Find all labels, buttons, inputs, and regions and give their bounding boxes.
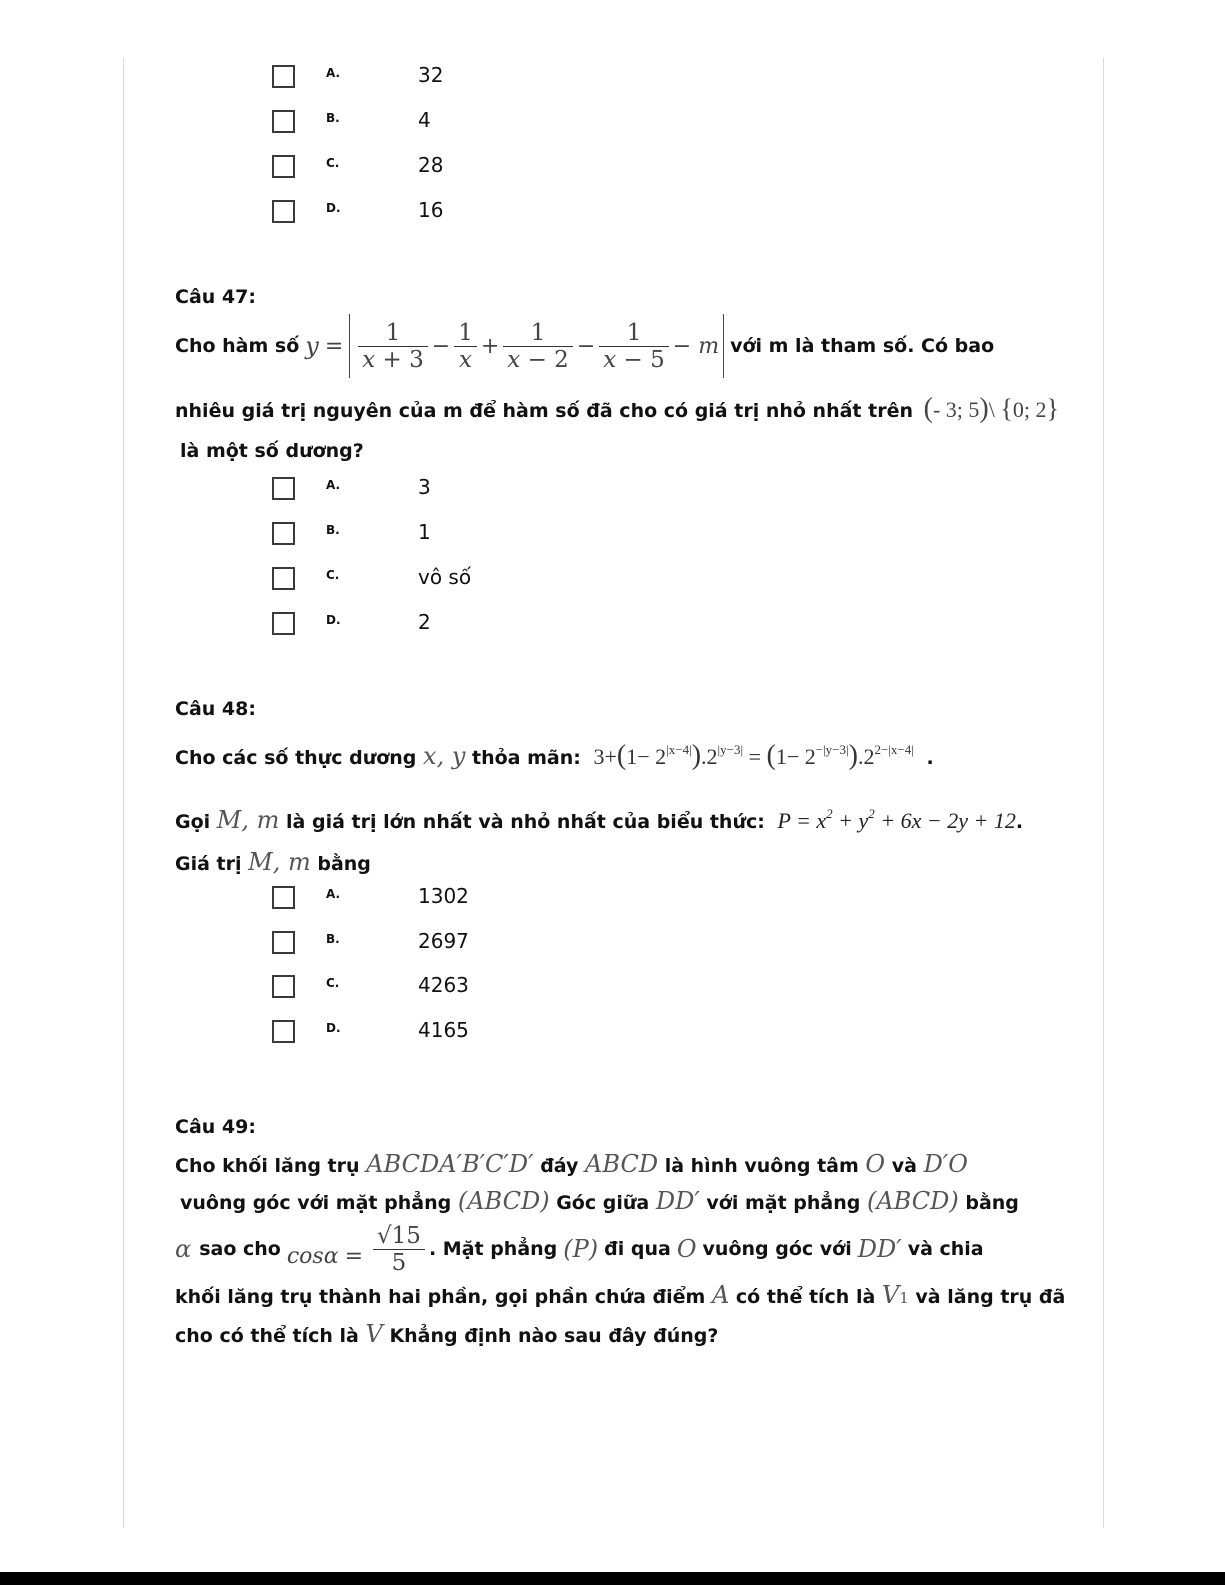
checkbox[interactable]: [272, 975, 295, 998]
option-value: 3: [418, 475, 431, 499]
checkbox[interactable]: [272, 65, 295, 88]
option-value: 1: [418, 520, 431, 544]
q47-line2: nhiêu giá trị nguyên của m để hàm số đã cho có giá trị nhỏ nhất trên (- 3; 5)\ {0; 2}: [175, 393, 1059, 424]
option-a[interactable]: [272, 475, 572, 505]
checkbox[interactable]: [272, 612, 295, 635]
q49-plane-2: (ABCD): [866, 1187, 959, 1215]
q49-center: O: [865, 1150, 886, 1178]
q49-plane-p: (P): [563, 1235, 599, 1263]
option-b[interactable]: [272, 520, 572, 550]
q49-line1: Cho khối lăng trụ ABCDA′B′C′D′ đáy ABCD là hình vuông tâm O và D′O: [175, 1150, 968, 1178]
q49-prism: ABCDA′B′C′D′: [366, 1150, 534, 1178]
option-c[interactable]: [272, 973, 572, 1003]
q47-label: Câu 47:: [175, 286, 256, 308]
option-value: 4165: [418, 1018, 469, 1042]
q48-expression: $P = x^2 + y^2 + 6x - 2y + 12$: [777, 806, 1016, 833]
option-value: 28: [418, 153, 444, 177]
option-value: 2697: [418, 929, 469, 953]
q49-base: ABCD: [585, 1150, 659, 1178]
right-border: [1103, 58, 1104, 1528]
q49-dd: DD′: [655, 1187, 700, 1215]
q48-label: Câu 48:: [175, 698, 256, 720]
q48-mM: M, m: [216, 806, 280, 834]
option-letter: A.: [326, 887, 341, 901]
option-a[interactable]: [272, 884, 572, 914]
option-value: vô số: [418, 565, 472, 589]
option-letter: B.: [326, 932, 340, 946]
left-border: [123, 58, 124, 1528]
option-d[interactable]: [272, 198, 572, 228]
option-letter: C.: [326, 568, 340, 582]
checkbox[interactable]: [272, 110, 295, 133]
q48-variables: x, y: [423, 742, 466, 770]
checkbox[interactable]: [272, 155, 295, 178]
q49-dd-2: DD′: [857, 1235, 902, 1263]
option-value: 4: [418, 108, 431, 132]
q49-line2: vuông góc với mặt phẳng (ABCD) Góc giữa DD′ với mặt phẳng (ABCD) bằng: [180, 1187, 1019, 1215]
option-d[interactable]: [272, 1018, 572, 1048]
option-value: 2: [418, 610, 431, 634]
q49-v1: V1: [881, 1281, 909, 1309]
option-letter: C.: [326, 976, 340, 990]
q47-line3: là một số dương?: [180, 440, 364, 462]
option-c[interactable]: [272, 153, 572, 183]
option-letter: C.: [326, 156, 340, 170]
q48-line3: Giá trị M, m bằng: [175, 848, 371, 876]
option-letter: A.: [326, 478, 341, 492]
checkbox[interactable]: [272, 931, 295, 954]
option-value: 1302: [418, 884, 469, 908]
checkbox[interactable]: [272, 522, 295, 545]
q49-segment: D′O: [923, 1150, 968, 1178]
q48-equation: $3+(1- 2^{|x-4|}).2^{|y-3|} = (1- 2^{-|y-3|}).2^{2-|x-4|}$: [593, 740, 914, 771]
option-b[interactable]: [272, 108, 572, 138]
checkbox[interactable]: [272, 200, 295, 223]
bottom-bar: [0, 1572, 1225, 1585]
option-a[interactable]: [272, 63, 572, 93]
q49-v: V: [365, 1320, 383, 1348]
q49-plane: (ABCD): [457, 1187, 550, 1215]
checkbox[interactable]: [272, 1020, 295, 1043]
q49-point-o: O: [676, 1235, 697, 1263]
option-letter: B.: [326, 523, 340, 537]
option-letter: D.: [326, 613, 341, 627]
q49-label: Câu 49:: [175, 1116, 256, 1138]
option-value: 32: [418, 63, 444, 87]
q49-line3: α sao cho cosα = $\frac{√15}{5}$ . Mặt phẳng (P) đi qua O vuông góc với DD′ và chia: [175, 1222, 984, 1276]
option-letter: D.: [326, 1021, 341, 1035]
checkbox[interactable]: [272, 567, 295, 590]
option-d[interactable]: [272, 610, 572, 640]
q47-line1: Cho hàm số y = $\frac{1}{x + 3}$ − $\frac{1}{x}$ + $\frac{1}{x - 2}$ − $\frac{1}{x - 5}$ − m với m là tham số. Có bao: [175, 312, 994, 380]
option-value: 4263: [418, 973, 469, 997]
option-c[interactable]: [272, 565, 572, 595]
q47-interval: (- 3; 5)\ {0; 2}: [923, 393, 1059, 424]
q47-function-formula: y = $\frac{1}{x + 3}$ − $\frac{1}{x}$ + $\frac{1}{x - 2}$ − $\frac{1}{x - 5}$ − m: [305, 314, 724, 378]
option-value: 16: [418, 198, 444, 222]
q49-cos-formula: cosα = $\frac{√15}{5}$: [287, 1223, 429, 1276]
q48-line2: Gọi M, m là giá trị lớn nhất và nhỏ nhất của biểu thức: $P = x^2 + y^2 + 6x - 2y + 12$.: [175, 806, 1024, 834]
q49-point-a: A: [711, 1281, 730, 1309]
option-letter: D.: [326, 201, 341, 215]
q49-alpha: α: [175, 1235, 192, 1263]
q49-line5: cho có thể tích là V Khẳng định nào sau đây đúng?: [175, 1320, 719, 1348]
q48-line1: Cho các số thực dương x, y thỏa mãn: $3+(1- 2^{|x-4|}).2^{|y-3|} = (1- 2^{-|y-3|}).2^{2-|x-4|}$ .: [175, 740, 934, 771]
option-letter: A.: [326, 66, 341, 80]
q48-mM-2: M, m: [248, 848, 311, 876]
q49-line4: khối lăng trụ thành hai phần, gọi phần chứa điểm A có thể tích là V1 và lăng trụ đã: [175, 1281, 1066, 1309]
option-b[interactable]: [272, 929, 572, 959]
checkbox[interactable]: [272, 477, 295, 500]
option-letter: B.: [326, 111, 340, 125]
checkbox[interactable]: [272, 886, 295, 909]
